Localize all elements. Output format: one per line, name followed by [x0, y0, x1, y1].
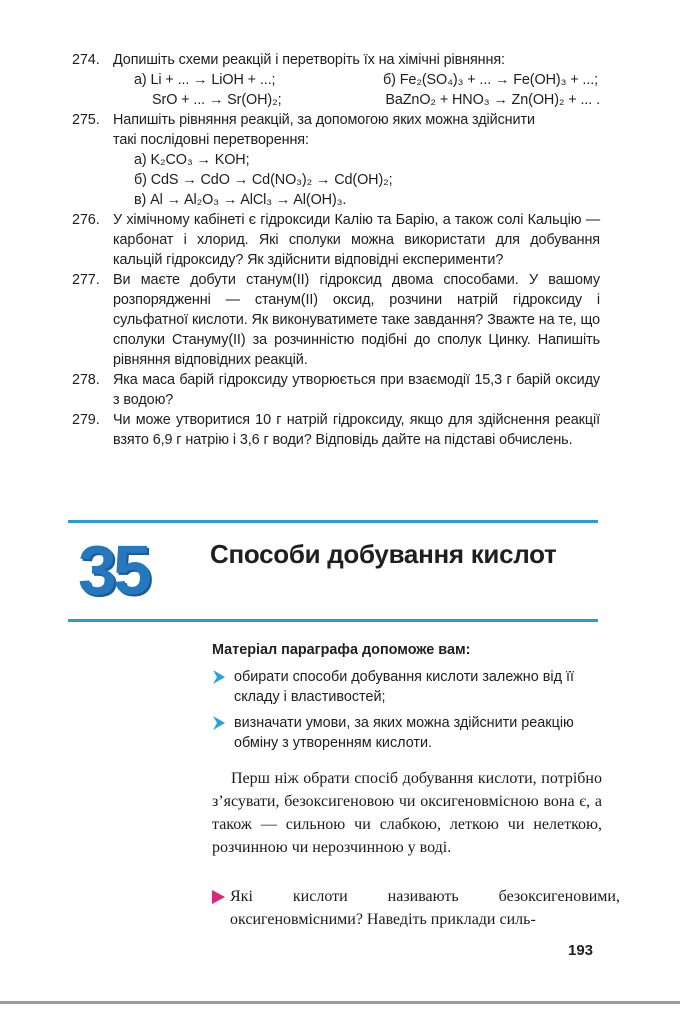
equation-b2: BaZnO₂ + HNO₃ → Zn(OH)₂ + ... . [385, 92, 600, 108]
exercise-text-line: такі послідовні перетворення: [113, 132, 309, 148]
exercise-276 [72, 210, 600, 270]
exercise-275 [72, 110, 600, 210]
chapter-top-divider [68, 520, 598, 523]
exercise-number: 274. [72, 52, 100, 68]
goal-item [212, 667, 602, 707]
intro-paragraph: Перш ніж обрати спосіб добування кислоти, потрібно з’ясувати, безоксигеновою чи оксигеновмісною вона є, а також — сильною чи слабкою, леткою чи нелеткою, розчинною чи нерозчинною у воді. [212, 770, 602, 856]
exercise-text: Чи може утворитися 10 г натрій гідроксиду, якщо для здійснення реакції взято 6,9 г натрію і 3,6 г води? Відповідь дайте на підставі обчислень. [113, 412, 600, 448]
page-number: 193 [568, 942, 594, 959]
equation-a2: SrO + ... → Sr(OH)₂; [152, 92, 282, 108]
exercise-number: 276. [72, 212, 100, 228]
exercise-text: Яка маса барій гідроксиду утворюється при взаємодії 15,3 г барій оксиду з водою? [113, 372, 600, 408]
transformation-b: б) CdS → CdO → Cd(NO₃)₂ → Cd(OH)₂; [134, 172, 393, 188]
equation-b: б) Fe₂(SO₄)₃ + ... → Fe(OH)₃ + ...; [383, 72, 599, 88]
chapter-number: 35 [78, 531, 148, 609]
chevron-right-icon [212, 716, 226, 730]
exercise-number: 277. [72, 272, 100, 288]
transformation-c: в) Al → Al₂O₃ → AlCl₃ → Al(OH)₃. [134, 192, 347, 208]
equation-a: а) Li + ... → LiOH + ...; [134, 72, 276, 88]
goal-item [212, 713, 602, 753]
exercise-279 [72, 410, 600, 450]
transformation-a: а) K₂CO₃ → KOH; [134, 152, 250, 168]
exercises-list [72, 50, 600, 450]
exercise-text: Ви маєте добути станум(ІІ) гідроксид двома способами. У вашому розпорядженні — станум(ІІ) оксид, розчини натрій гідроксиду і сульфатної кислоти. Як виконуватимете таке завдання? Зважте на те, що сполуки Стануму(ІІ) за розчинністю подібні до сполук Цинку. Напишіть рівняння відповідних реакцій. [113, 272, 600, 368]
chapter-title: Способи добування кислот [210, 539, 557, 569]
goals-title: Матеріал параграфа допоможе вам: [212, 642, 471, 658]
equation-row [113, 70, 600, 90]
learning-goals [212, 640, 602, 759]
goal-text: визначати умови, за яких можна здійснити реакцію обміну з утворенням кислоти. [234, 715, 574, 751]
equation-row [113, 90, 600, 110]
goal-text: обирати способи добування кислоти залежно від її складу і властивостей; [234, 669, 574, 705]
question-block [212, 885, 620, 931]
exercise-text-line: Напишіть рівняння реакцій, за допомогою яких можна здійснити [113, 112, 535, 128]
chevron-right-icon [212, 670, 226, 684]
exercise-277 [72, 270, 600, 370]
exercise-text: Допишіть схеми реакцій і перетворіть їх на хімічні рівняння: [113, 52, 505, 68]
exercise-number: 275. [72, 112, 100, 128]
page-bottom-border [0, 1001, 680, 1004]
exercise-number: 278. [72, 372, 100, 388]
exercise-text: У хімічному кабінеті є гідроксиди Калію та Барію, а також солі Кальцію — карбонат і хлорид. Які сполуки можна використати для добування кальцій гідроксиду? Як здійснити відповідні експерименти? [113, 212, 600, 268]
exercise-278 [72, 370, 600, 410]
exercise-274 [72, 50, 600, 110]
exercise-number: 279. [72, 412, 100, 428]
question-text: Які кислоти називають безоксигеновими, оксигеновмісними? Наведіть приклади силь- [230, 888, 620, 928]
chapter-bottom-divider [68, 619, 598, 622]
triangle-bullet-icon [212, 890, 225, 904]
